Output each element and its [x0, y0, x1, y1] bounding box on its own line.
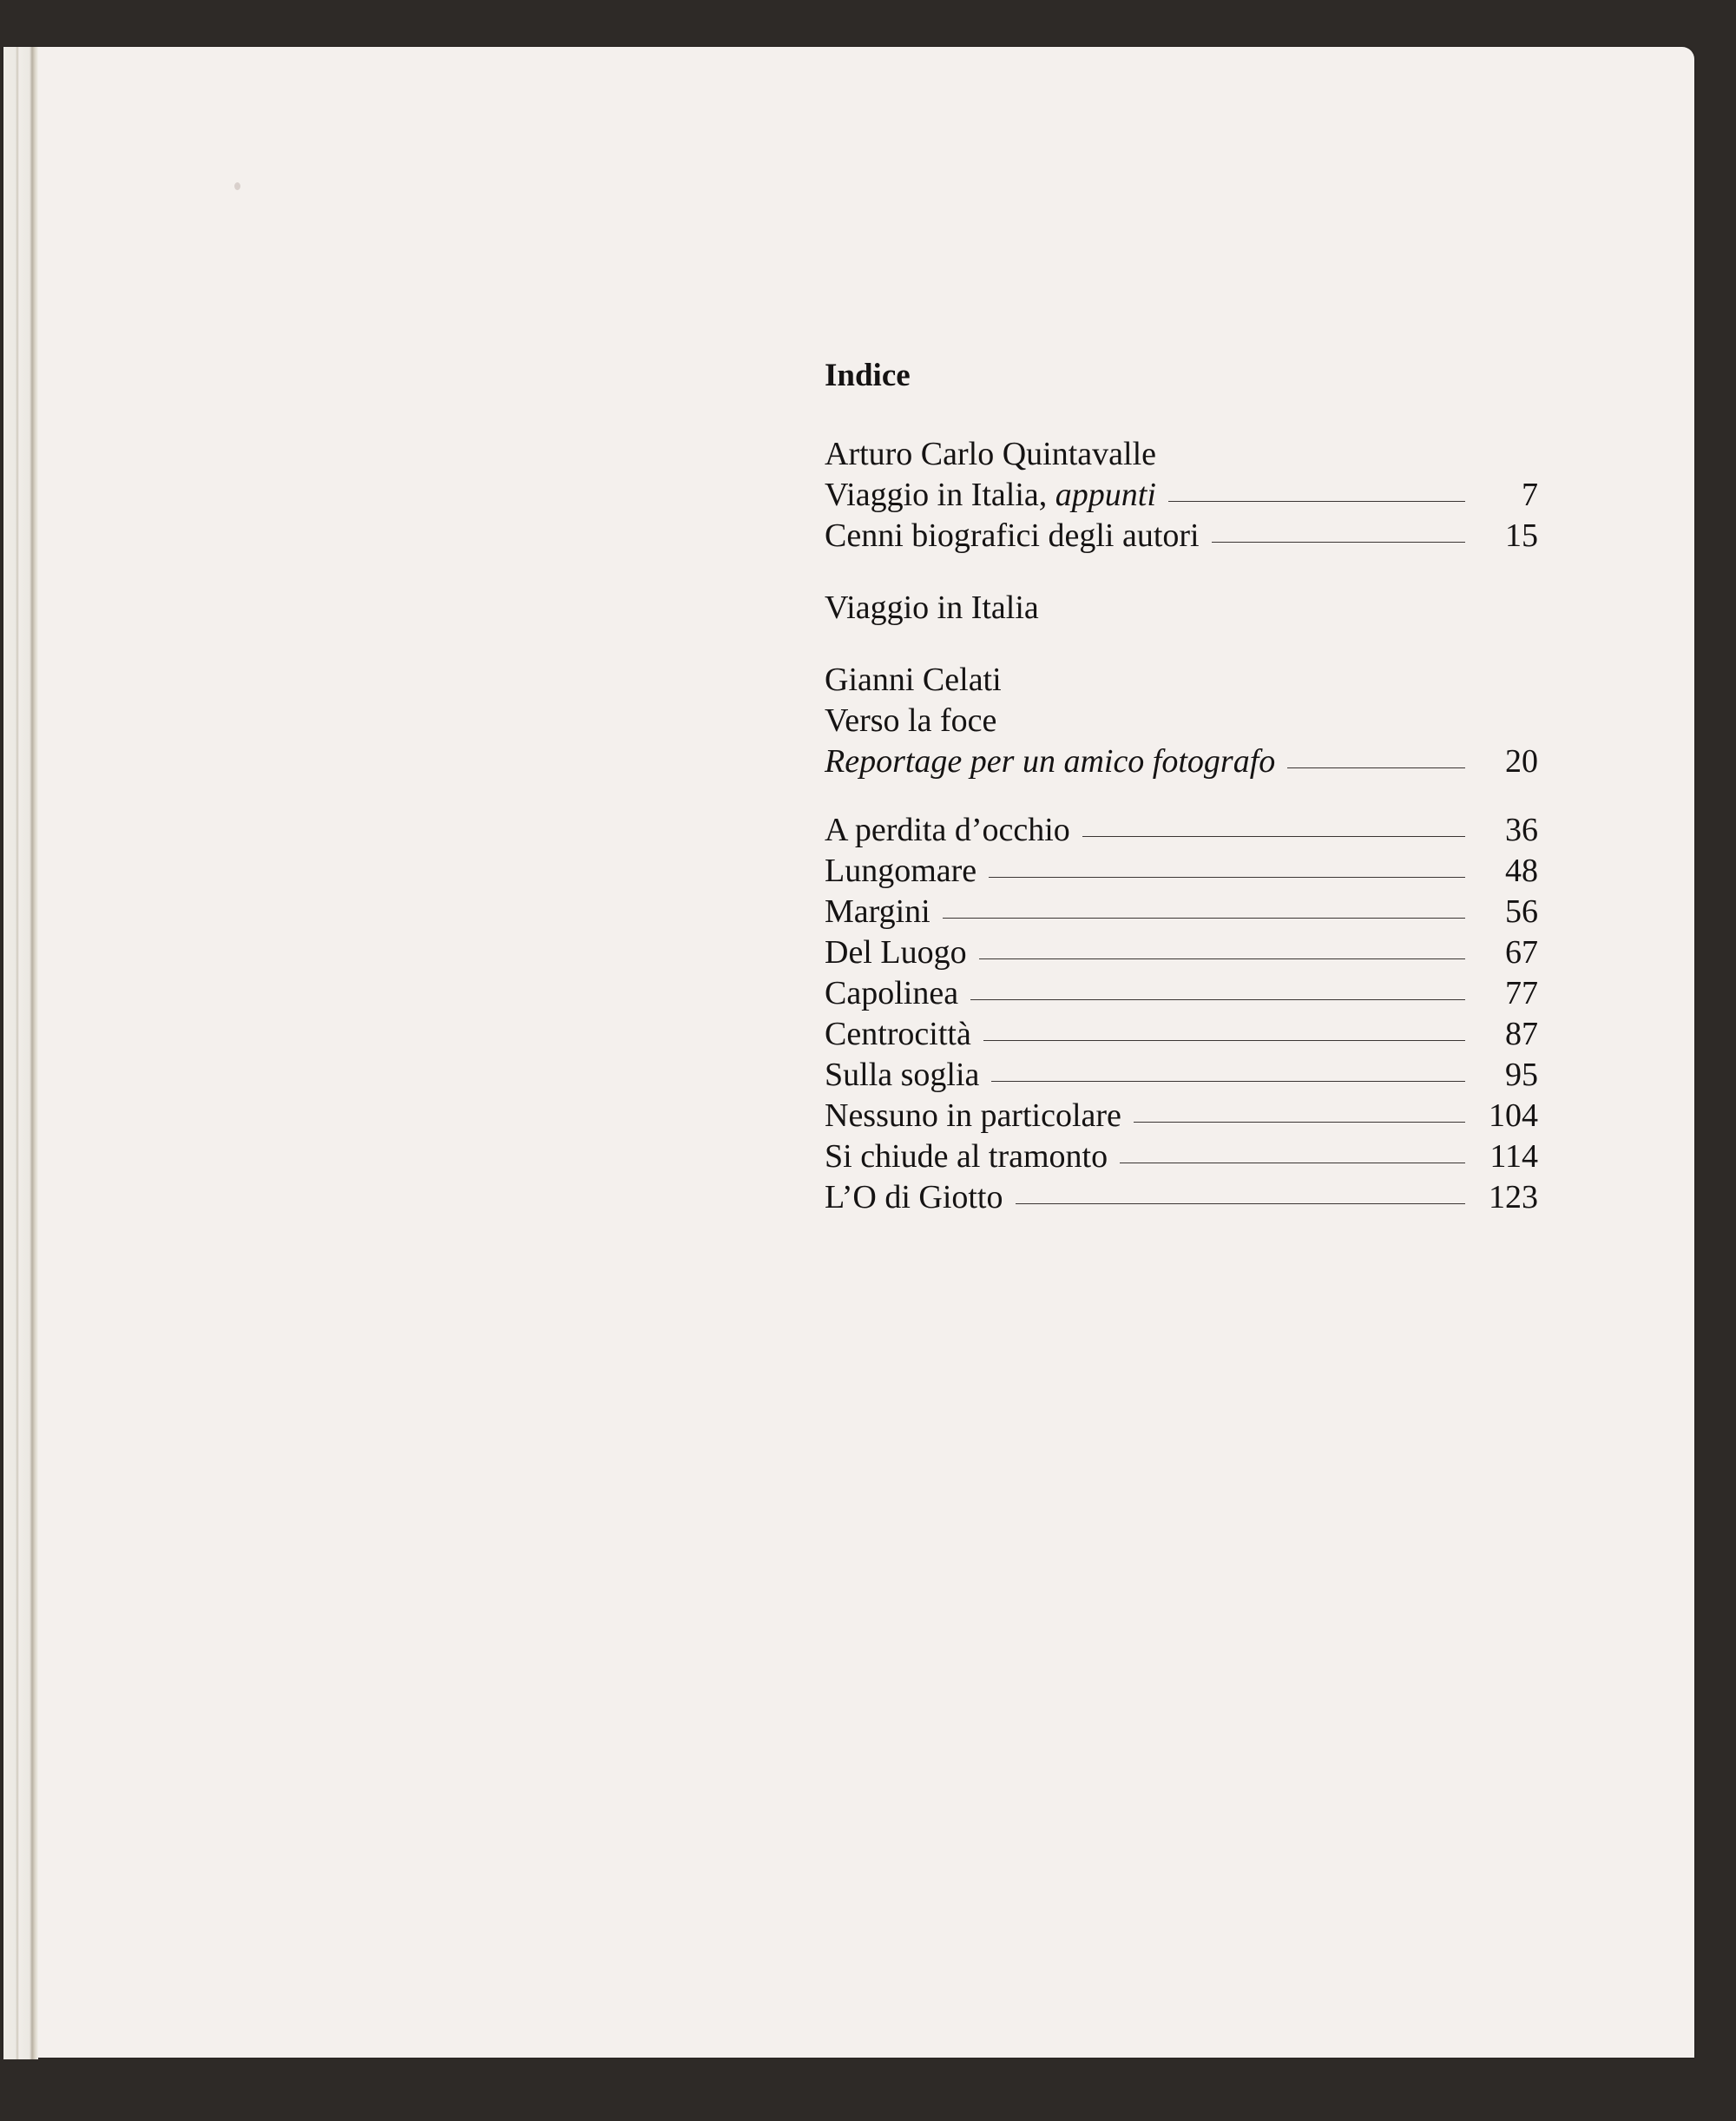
toc-chapter-entry[interactable] — [825, 851, 1538, 892]
dot-leader — [1168, 501, 1465, 502]
toc-chapter-entry[interactable] — [825, 1136, 1538, 1177]
toc-entry-label: Margini — [825, 893, 930, 930]
toc-entry-label: Lungomare — [825, 853, 977, 889]
toc-entry-label: Si chiude al tramonto — [825, 1138, 1108, 1175]
toc-entry-page: 77 — [1505, 975, 1538, 1011]
toc-chapter-entry[interactable] — [825, 1055, 1538, 1096]
toc-entry-label: Viaggio in Italia, appunti — [825, 477, 1156, 513]
dot-leader — [991, 1081, 1465, 1082]
dot-leader — [989, 877, 1465, 878]
essay-author: Gianni Celati — [825, 662, 1002, 698]
toc-entry-label: Reportage per un amico fotografo — [825, 743, 1276, 780]
dot-leader — [1082, 836, 1465, 837]
toc-entry-label: Nessuno in particolare — [825, 1097, 1121, 1134]
toc-entry-page: 20 — [1505, 743, 1538, 780]
toc-entry-page: 87 — [1505, 1016, 1538, 1052]
toc-entry-page: 56 — [1505, 893, 1538, 930]
toc-entry-label: Capolinea — [825, 975, 959, 1011]
toc-entry-page: 36 — [1505, 812, 1538, 848]
dot-leader — [1212, 542, 1465, 543]
toc-entry-page: 15 — [1505, 517, 1538, 554]
dot-leader — [983, 1040, 1465, 1041]
dot-leader — [1134, 1122, 1465, 1123]
toc-entry-page: 104 — [1489, 1097, 1538, 1134]
toc-chapter-entry[interactable] — [825, 892, 1538, 932]
toc-chapter-entry[interactable] — [825, 1177, 1538, 1218]
dot-leader — [1016, 1203, 1466, 1204]
toc-entry-page: 114 — [1489, 1138, 1538, 1175]
toc-entry-label: Centrocittà — [825, 1016, 971, 1052]
toc-chapter-entry[interactable] — [825, 1014, 1538, 1055]
dot-leader — [970, 999, 1465, 1000]
toc-entry-label: Sulla soglia — [825, 1057, 980, 1093]
toc-title: Indice — [825, 358, 911, 393]
toc-entry[interactable] — [825, 516, 1538, 557]
toc-essay-title: Verso la foce — [825, 702, 997, 739]
toc-entry-label: Del Luogo — [825, 934, 967, 971]
dot-leader — [943, 918, 1465, 919]
toc-entry-page: 7 — [1522, 477, 1538, 513]
toc-chapter-entry[interactable] — [825, 1096, 1538, 1136]
toc-author-line — [825, 434, 1538, 475]
toc-entry[interactable] — [825, 741, 1538, 782]
toc-entry-label: L’O di Giotto — [825, 1179, 1003, 1215]
toc-author-line — [825, 660, 1538, 701]
toc-section-title: Viaggio in Italia — [825, 590, 1039, 626]
toc-entry-page: 95 — [1505, 1057, 1538, 1093]
toc-entry-label: A perdita d’occhio — [825, 812, 1070, 848]
toc-entry-page: 48 — [1505, 853, 1538, 889]
book-binding-edge — [3, 47, 38, 2059]
dot-leader — [1287, 767, 1465, 768]
dot-leader — [979, 958, 1465, 959]
toc-chapter-entry[interactable] — [825, 810, 1538, 851]
toc-chapter-entry[interactable] — [825, 973, 1538, 1014]
toc-chapter-entry[interactable] — [825, 932, 1538, 973]
toc-entry-page: 123 — [1489, 1179, 1538, 1215]
table-of-contents — [825, 356, 1538, 1218]
intro-author: Arturo Carlo Quintavalle — [825, 436, 1157, 472]
toc-entry-label: Cenni biografici degli autori — [825, 517, 1200, 554]
paper-speck — [234, 182, 240, 190]
toc-entry-page: 67 — [1505, 934, 1538, 971]
toc-entry[interactable] — [825, 475, 1538, 516]
